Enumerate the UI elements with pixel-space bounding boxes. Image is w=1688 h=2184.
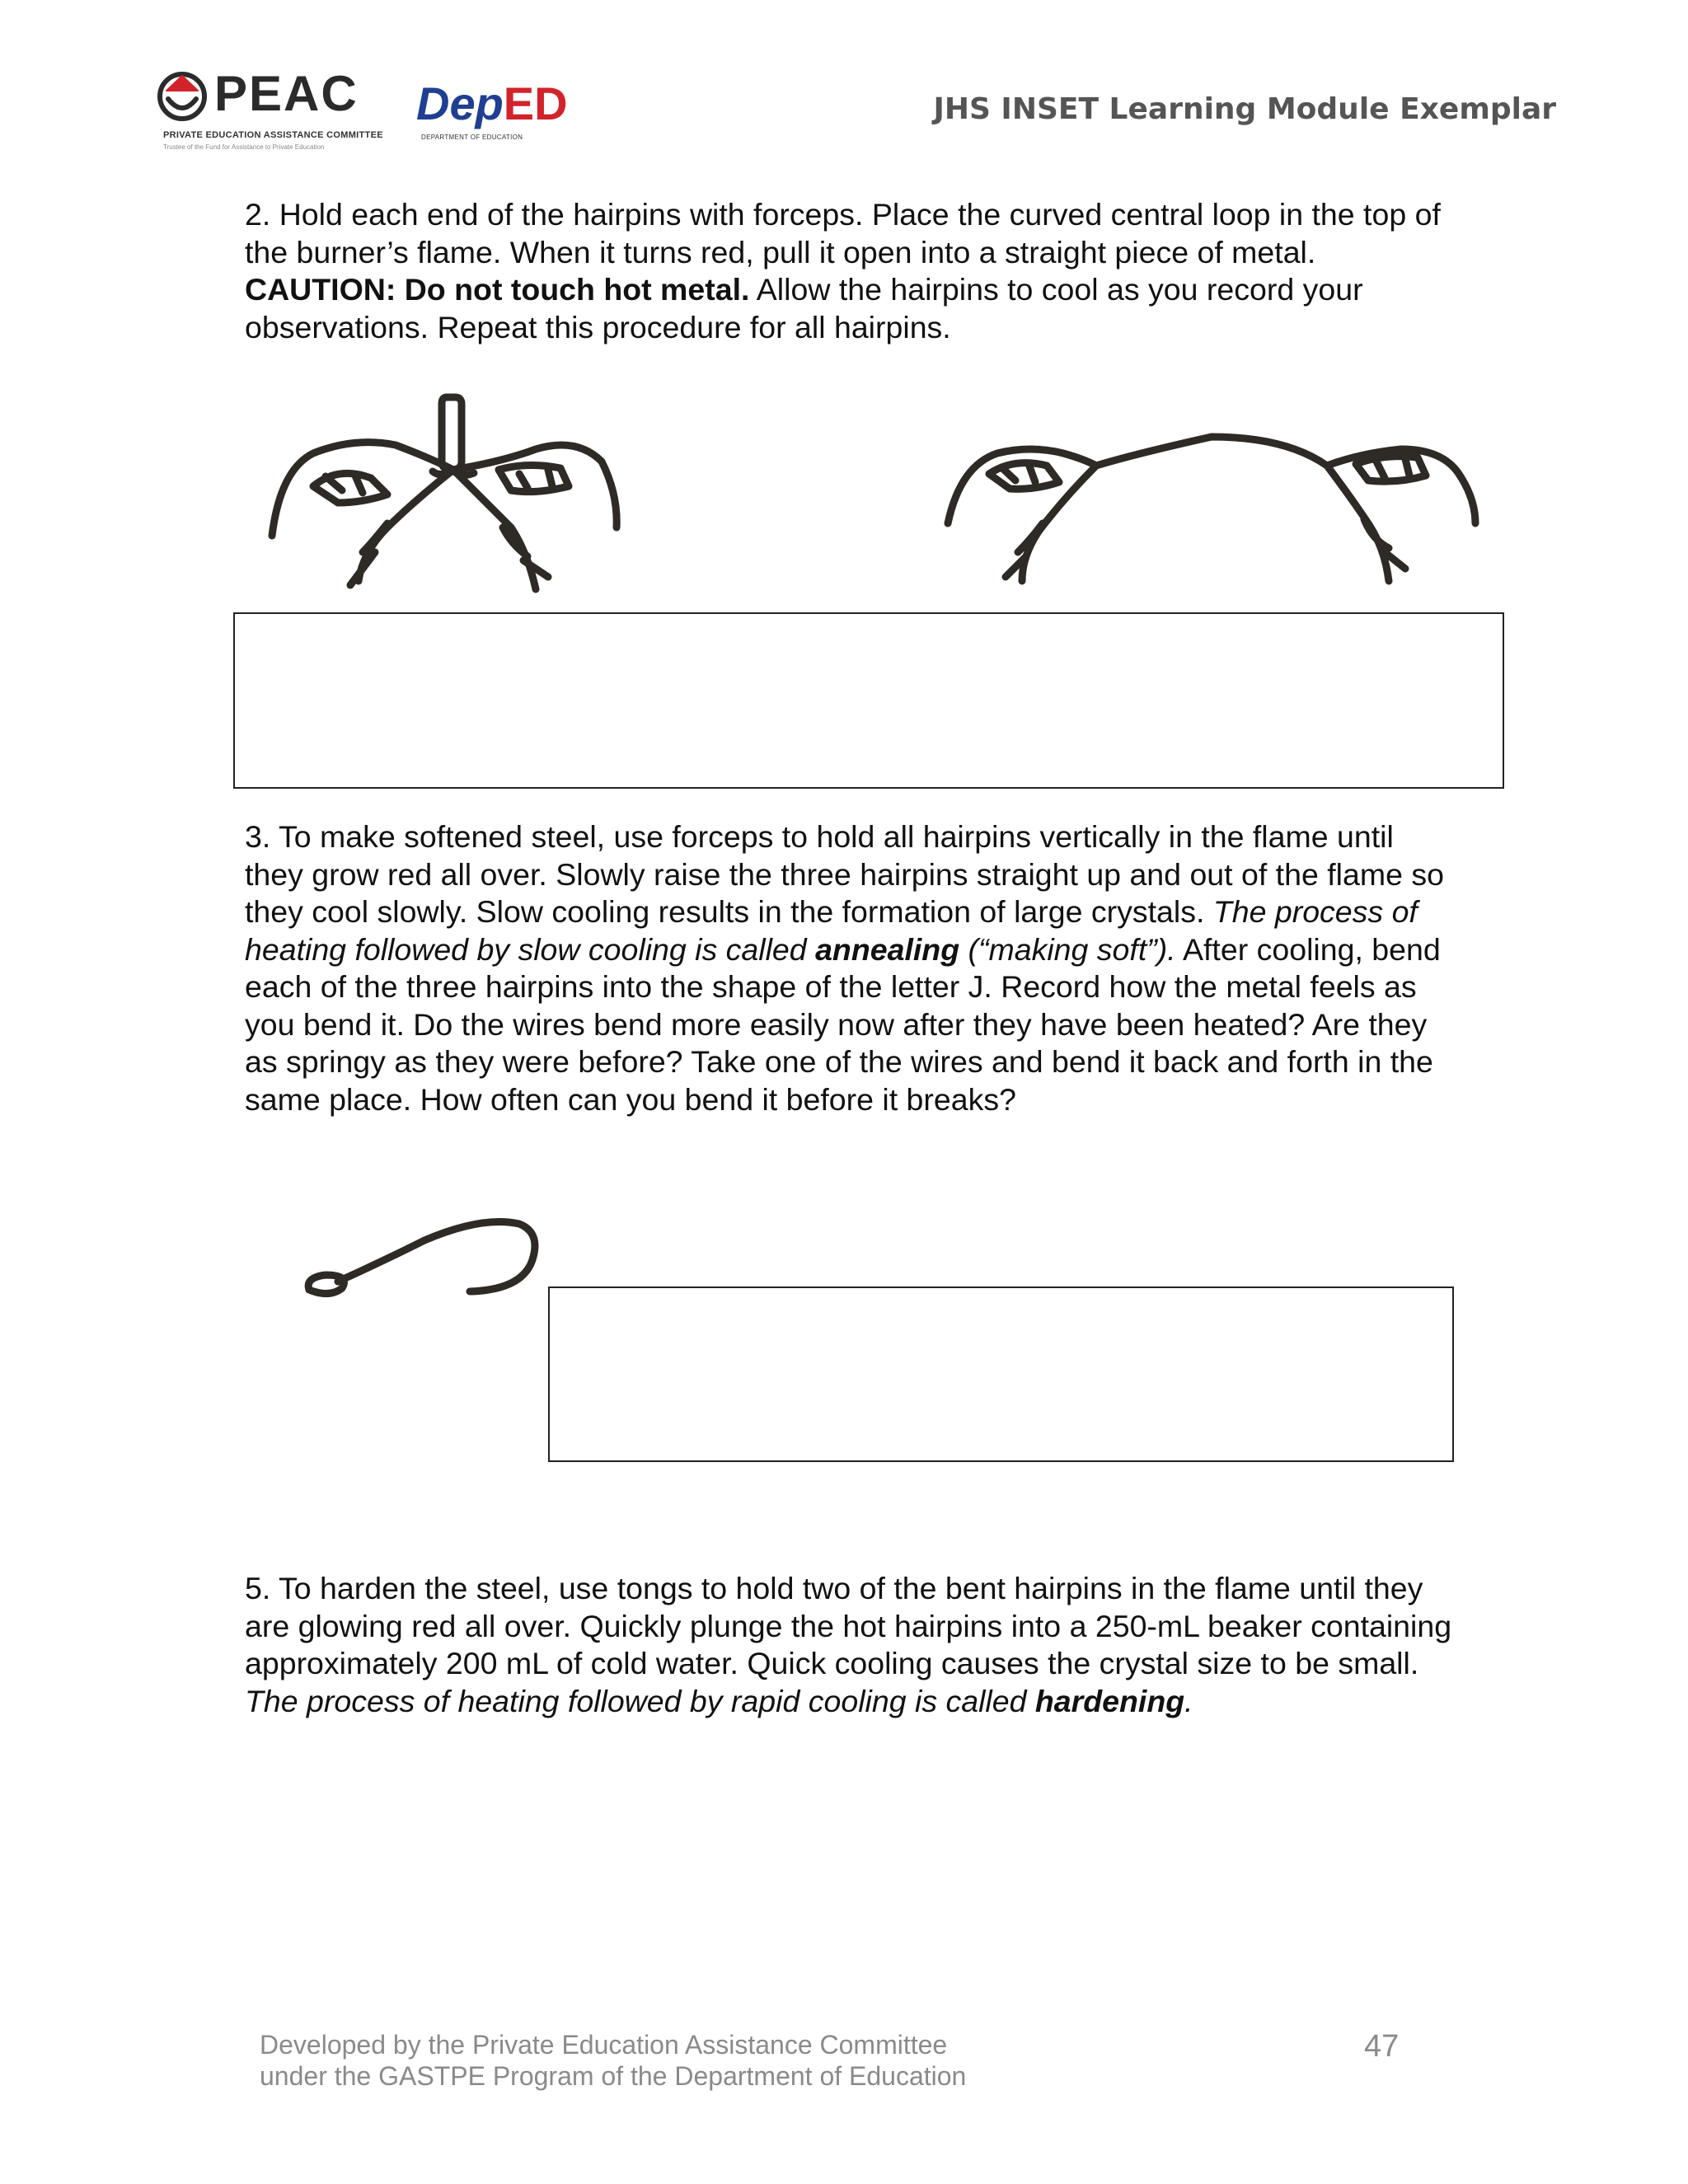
peac-logo-subtitle: PRIVATE EDUCATION ASSISTANCE COMMITTEE (163, 130, 383, 140)
hands-holding-bent-hairpin-icon (264, 387, 626, 602)
page-number: 47 (1364, 2029, 1400, 2064)
step-5-paragraph: 5. To harden the steel, use tongs to hold two of the bent hairpins in the flame until they are glowing red all over. Quickly plunge the hot hairpins into a 250-mL beaker containing approximately 200 mL of cold water. Quick cooling causes the crystal size to be small. The process of heating followed by rapid cooling is called hardening. (245, 1571, 1452, 1718)
footer-credit (260, 2029, 966, 2092)
step-3-paragraph: 3. To make softened steel, use forceps to hold all hairpins vertically in the flame until they grow red all over. Slowly raise the three hairpins straight up and out of the flame so they cool slowly. Slow cooling results in the formation of large crystals. The process of heating followed by slow cooling is called annealing (“making soft”). After cooling, bend each of the three hairpins into the shape of the letter J. Record how the metal feels as you bend it. Do the wires bend more easily now after they have been heated? Are they as springy as they were before? Take one of the wires and bend it back and forth in the same place. How often can you bend it before it breaks? (245, 819, 1444, 1117)
hands-holding-straightened-hairpin-icon (940, 416, 1484, 606)
hardening-term: hardening (1034, 1683, 1185, 1718)
step-2-paragraph: 2. Hold each end of the hairpins with forceps. Place the curved central loop in the top of the burner’s flame. When it turns red, pull it open into a straight piece of metal. CAUTION: Do not touch hot metal. Allow the hairpins to cool as you record your observations. Repeat this procedure for all hairpins. (245, 197, 1441, 344)
peac-emblem-icon (157, 71, 208, 122)
deped-logo (416, 64, 573, 147)
peac-logo-tagline: Trustee of the Fund for Assistance to Private Education (163, 143, 325, 151)
footer-line-1: Developed by the Private Education Assistance Committee (260, 2030, 948, 2060)
observation-answer-box-1[interactable] (233, 612, 1504, 789)
annealing-term: annealing (815, 931, 960, 967)
caution-text: CAUTION: Do not touch hot metal. (245, 272, 750, 307)
deped-logo-word: DepED (416, 77, 568, 129)
peac-logo-text: PEAC (214, 66, 359, 121)
footer-line-2: under the GASTPE Program of the Department of Education (260, 2061, 967, 2091)
page-title: JHS INSET Learning Module Exemplar (933, 92, 1556, 126)
j-shaped-wire-icon (293, 1199, 556, 1323)
deped-logo-subtitle: DEPARTMENT OF EDUCATION (421, 134, 523, 141)
peac-logo (157, 64, 404, 155)
observation-answer-box-2[interactable] (548, 1286, 1454, 1462)
